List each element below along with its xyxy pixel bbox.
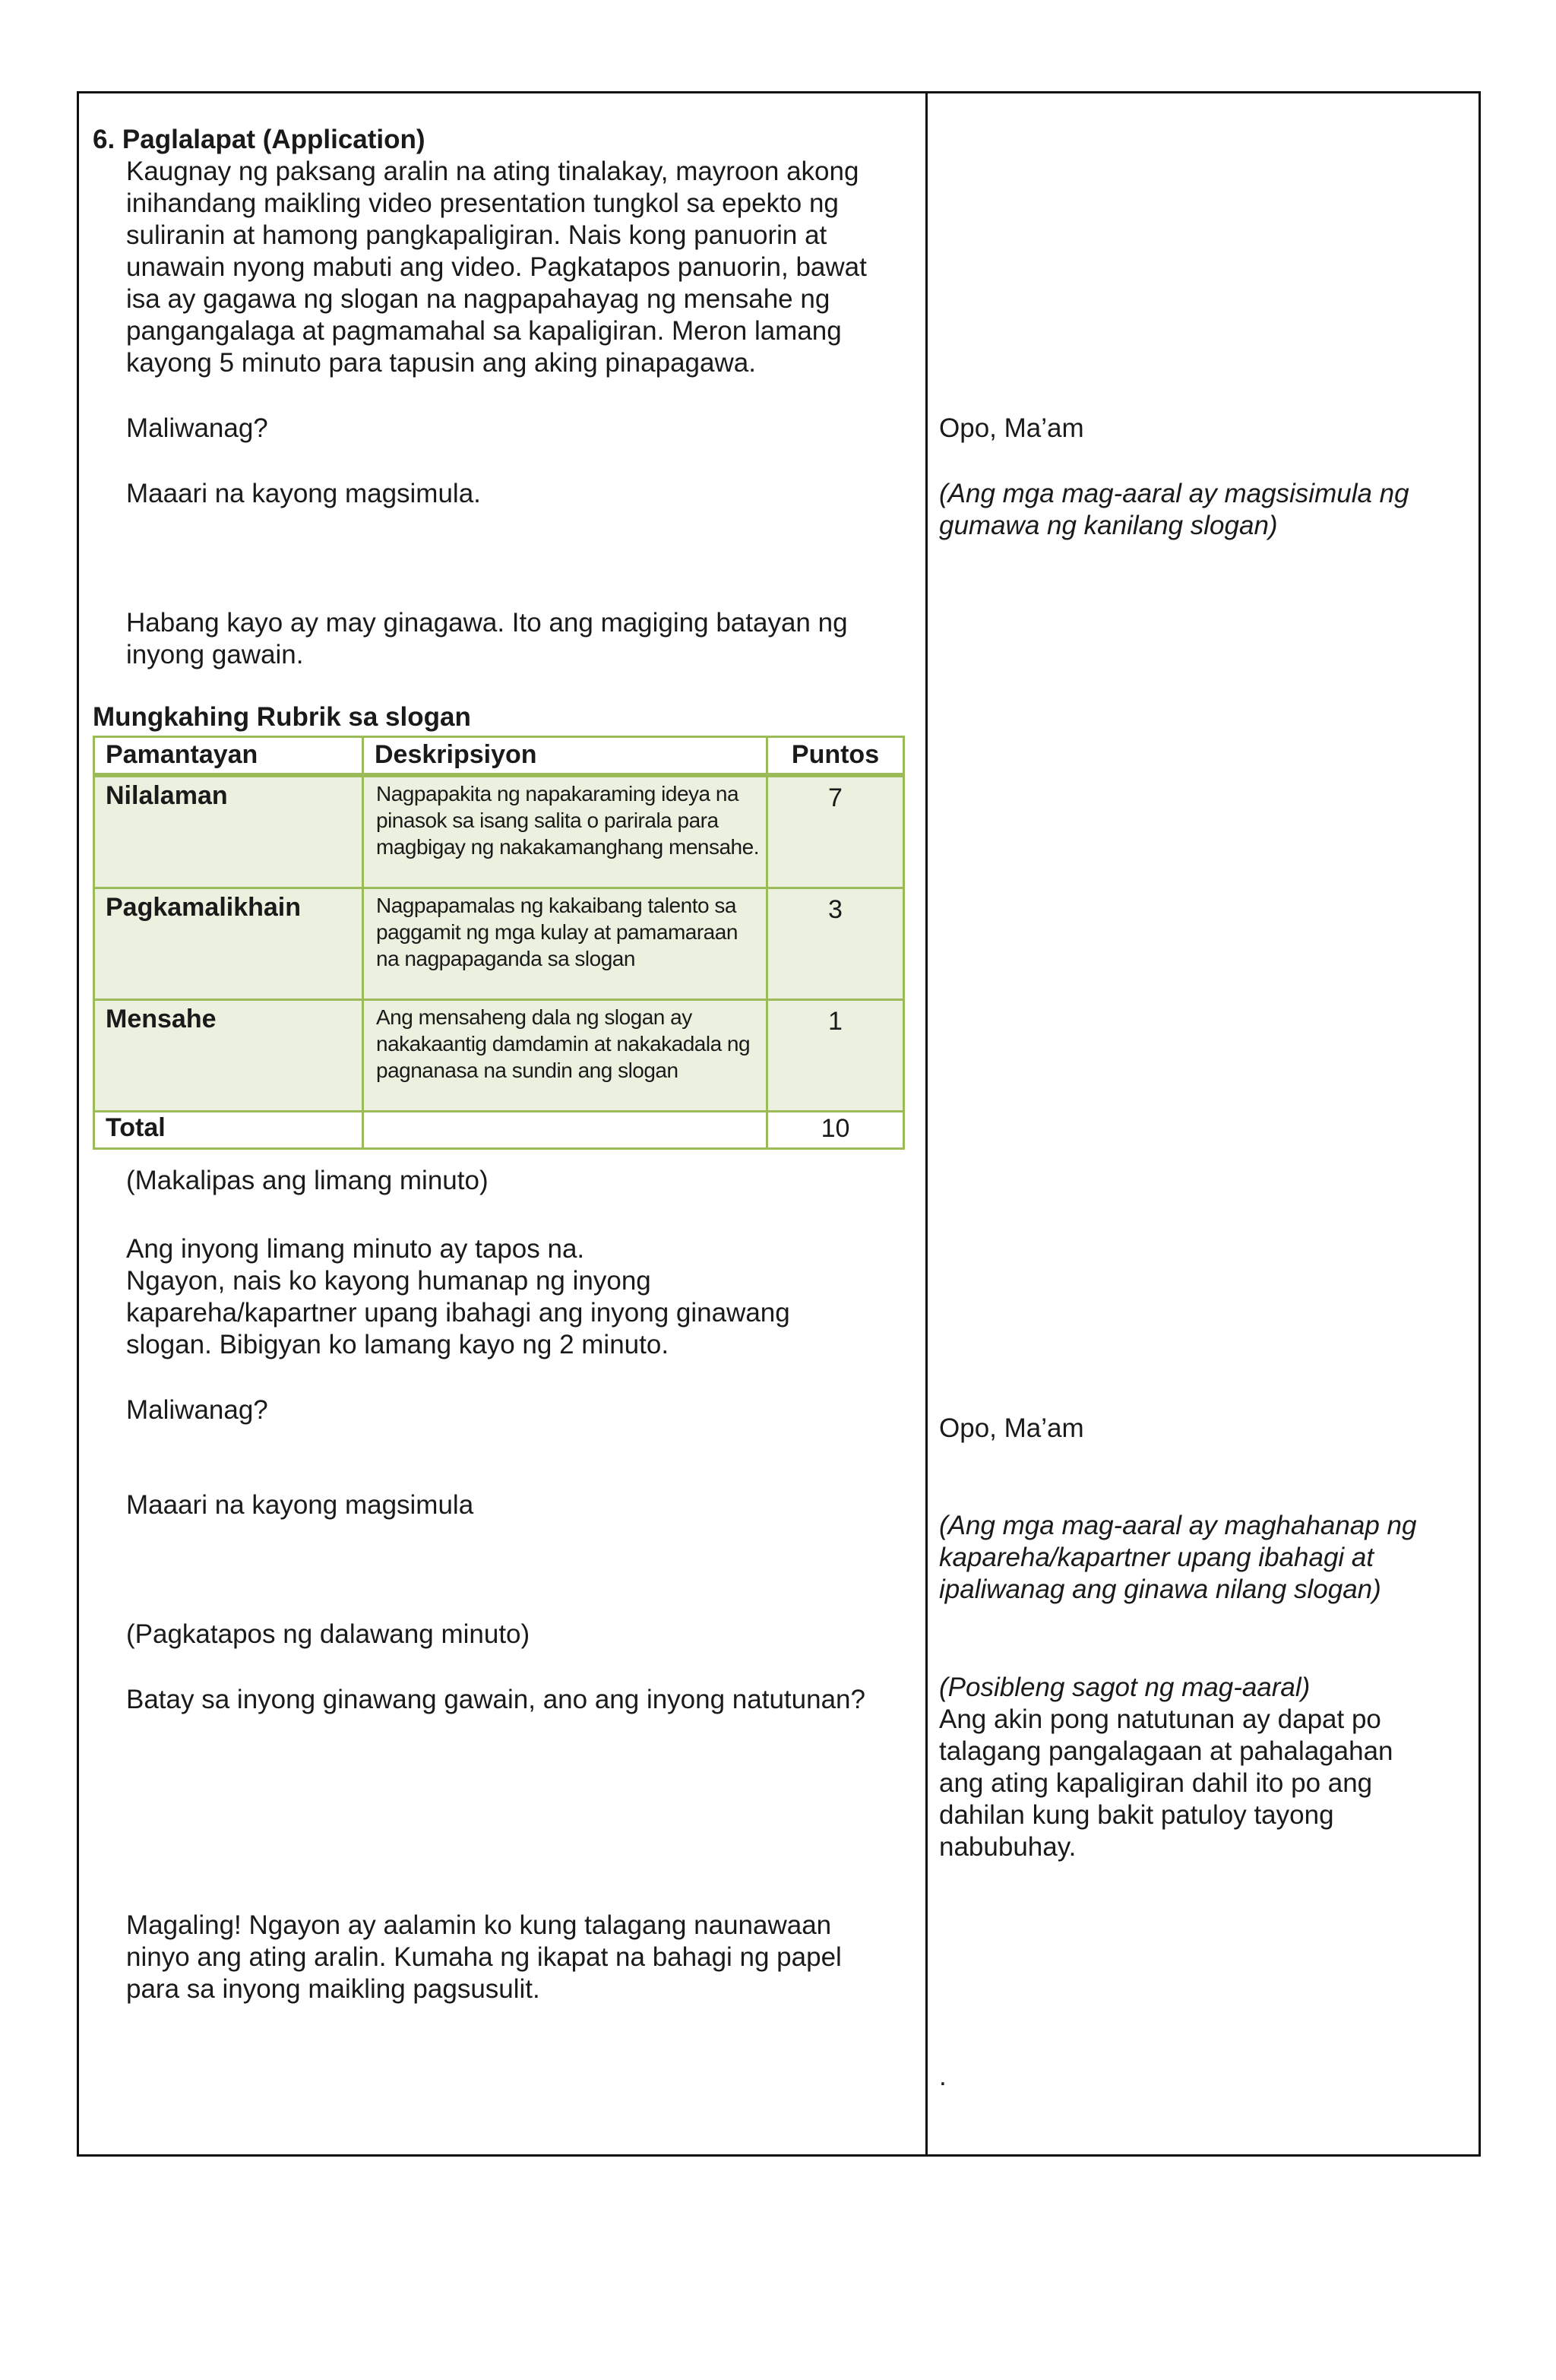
habang-line: inyong gawain. — [126, 640, 304, 669]
column-divider — [925, 93, 928, 2154]
rubric-title: Mungkahing Rubrik sa slogan — [93, 702, 471, 732]
intro-line: unawain nyong mabuti ang video. Pagkatapos panuorin, bawat — [126, 252, 867, 282]
rubric-total-empty — [363, 1112, 767, 1149]
rubric-description: Nagpapakita ng napakaraming ideya na pinasok sa isang salita o parirala para magbigay ng nakakamanghang mensahe. — [363, 775, 767, 888]
table-row — [94, 888, 904, 1000]
rubric-header-description: Deskripsiyon — [363, 737, 767, 776]
magsimula-instruction: Maaari na kayong magsimula — [126, 1490, 474, 1520]
student-answer-line: dahilan kung bakit patuloy tayong — [939, 1800, 1334, 1830]
student-action-line: ipaliwanag ang ginawa nilang slogan) — [939, 1575, 1381, 1604]
student-response: Opo, Ma’am — [939, 413, 1084, 443]
maliwanag-question: Maliwanag? — [126, 1395, 268, 1425]
table-row — [94, 775, 904, 888]
table-row — [94, 1000, 904, 1112]
rubric-header-criteria: Pamantayan — [94, 737, 363, 776]
intro-line: suliranin at hamong pangkapaligiran. Nais kong panuorin at — [126, 220, 827, 250]
magaling-line: para sa inyong maikling pagsusulit. — [126, 1974, 540, 2004]
magaling-line: Magaling! Ngayon ay aalamin ko kung talagang naunawaan — [126, 1910, 832, 1940]
rubric-description: Nagpapamalas ng kakaibang talento sa paggamit ng mga kulay at pamamaraan na nagpapaganda sa slogan — [363, 888, 767, 1000]
student-answer-line: ang ating kapaligiran dahil ito po ang — [939, 1768, 1373, 1798]
tapos-line: Ang inyong limang minuto ay tapos na. — [126, 1234, 585, 1264]
intro-line: pangangalaga at pagmamahal sa kapaligiran. Meron lamang — [126, 316, 842, 346]
rubric-total-points: 10 — [767, 1112, 904, 1149]
rubric-description: Ang mensaheng dala ng slogan ay nakakaantig damdamin at nakakadala ng pagnanasa na sundin ang slogan — [363, 1000, 767, 1112]
student-action-line: kapareha/kapartner upang ibahagi at — [939, 1543, 1374, 1572]
makalipas-note: (Makalipas ang limang minuto) — [126, 1166, 489, 1195]
student-answer-line: talagang pangalagaan at pahalagahan — [939, 1736, 1393, 1766]
rubric-header-points: Puntos — [767, 737, 904, 776]
rubric-table — [93, 736, 905, 1150]
tapos-line: kapareha/kapartner upang ibahagi ang inyong ginawang — [126, 1298, 790, 1328]
rubric-points: 3 — [767, 888, 904, 1000]
intro-line: kayong 5 minuto para tapusin ang aking pinapagawa. — [126, 348, 756, 378]
rubric-total-label: Total — [94, 1112, 363, 1149]
magsimula-instruction: Maaari na kayong magsimula. — [126, 479, 481, 508]
student-action-line: gumawa ng kanilang slogan) — [939, 511, 1278, 540]
student-answer-line: nabubuhay. — [939, 1832, 1077, 1862]
intro-line: isa ay gagawa ng slogan na nagpapahayag ng mensahe ng — [126, 284, 830, 314]
rubric-header-row — [94, 737, 904, 776]
habang-line: Habang kayo ay may ginagawa. Ito ang magiging batayan ng — [126, 608, 848, 638]
student-action-line: (Ang mga mag-aaral ay magsisimula ng — [939, 479, 1409, 508]
student-action-line: (Ang mga mag-aaral ay maghahanap ng — [939, 1511, 1417, 1540]
possible-answer-label: (Posibleng sagot ng mag-aaral) — [939, 1673, 1311, 1702]
batay-question: Batay sa inyong ginawang gawain, ano ang inyong natutunan? — [126, 1685, 865, 1714]
magaling-line: ninyo ang ating aralin. Kumaha ng ikapat na bahagi ng papel — [126, 1942, 842, 1972]
student-answer-line: Ang akin pong natutunan ay dapat po — [939, 1704, 1381, 1734]
maliwanag-question: Maliwanag? — [126, 413, 268, 443]
intro-line: inihandang maikling video presentation tungkol sa epekto ng — [126, 188, 839, 218]
tapos-line: Ngayon, nais ko kayong humanap ng inyong — [126, 1266, 651, 1296]
pagkatapos-note: (Pagkatapos ng dalawang minuto) — [126, 1619, 530, 1649]
rubric-points: 1 — [767, 1000, 904, 1112]
section-heading: 6. Paglalapat (Application) — [93, 125, 425, 154]
rubric-criteria: Mensahe — [94, 1000, 363, 1112]
rubric-points: 7 — [767, 775, 904, 888]
rubric-criteria: Nilalaman — [94, 775, 363, 888]
tapos-line: slogan. Bibigyan ko lamang kayo ng 2 minuto. — [126, 1330, 669, 1359]
rubric-total-row — [94, 1112, 904, 1149]
trailing-dot: . — [939, 2062, 947, 2091]
rubric-criteria: Pagkamalikhain — [94, 888, 363, 1000]
intro-line: Kaugnay ng paksang aralin na ating tinalakay, mayroon akong — [126, 157, 859, 186]
student-response: Opo, Ma’am — [939, 1413, 1084, 1443]
